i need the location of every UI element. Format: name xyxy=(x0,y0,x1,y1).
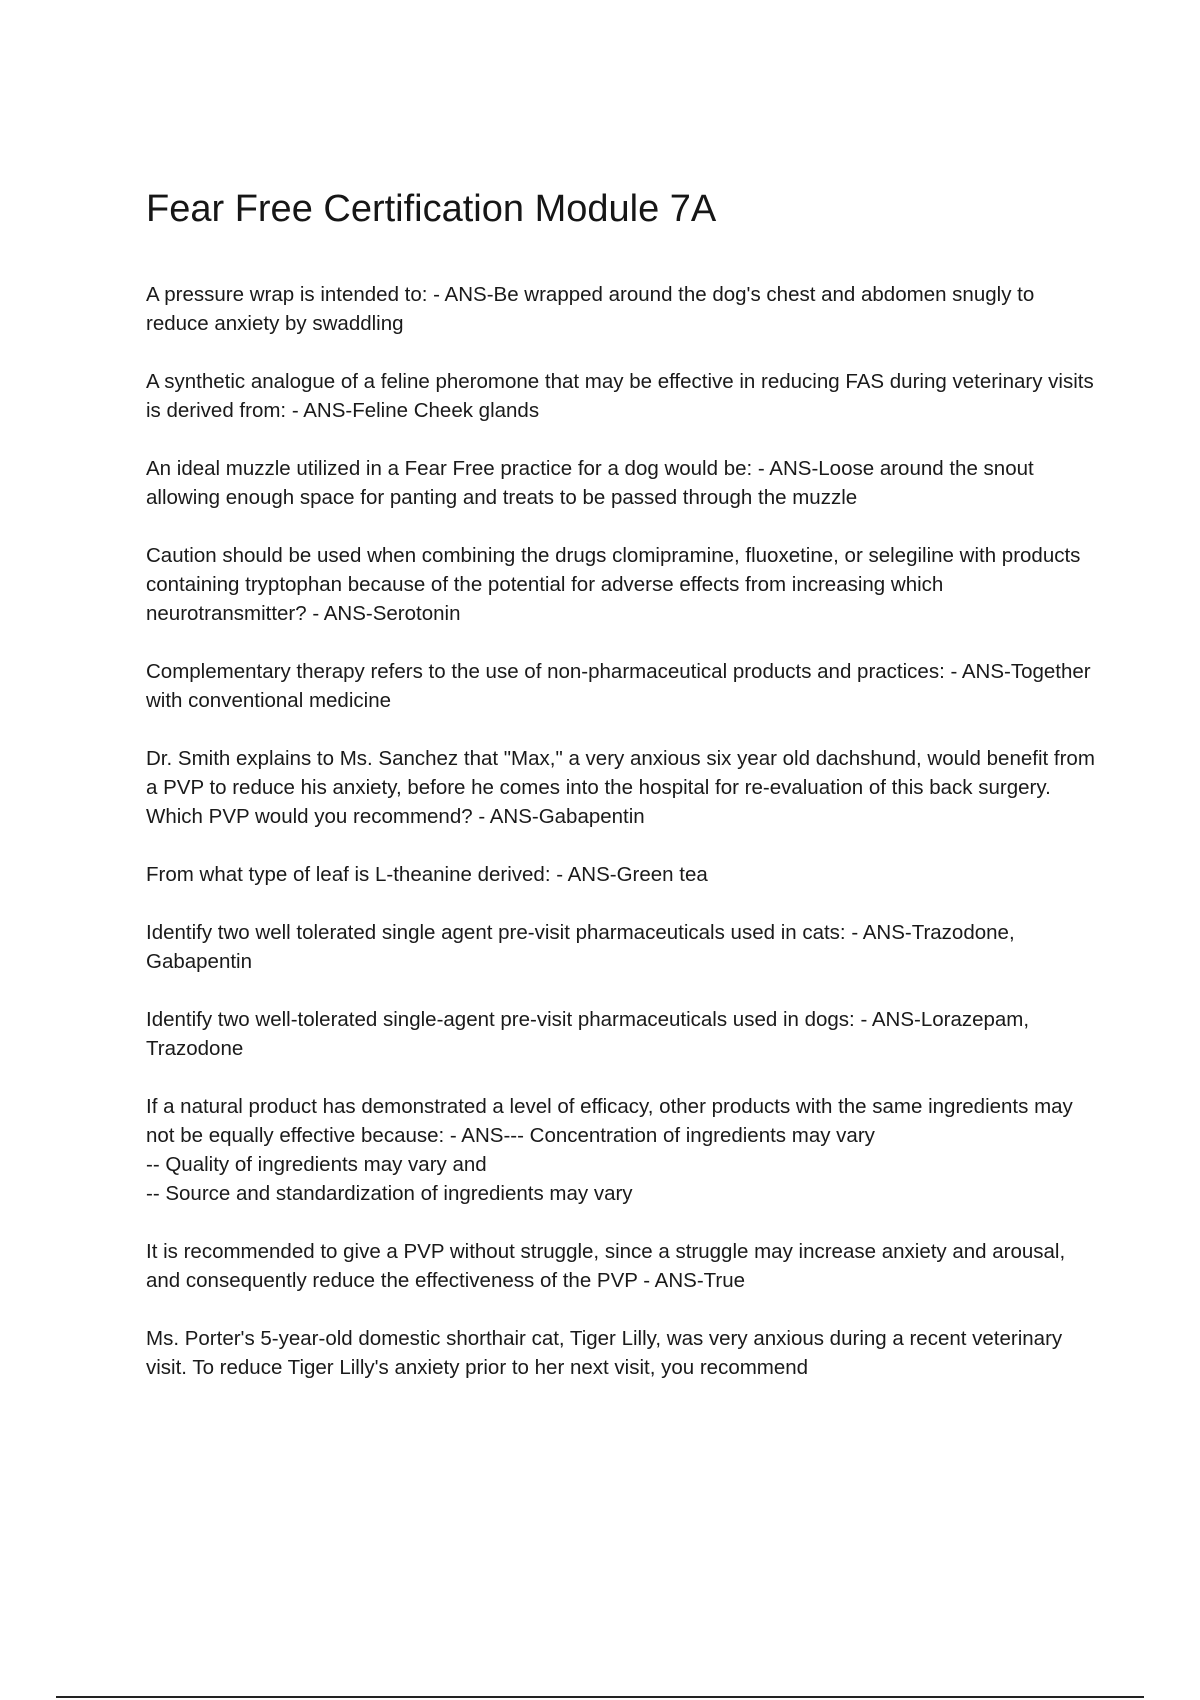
qa-item: Ms. Porter's 5-year-old domestic shorthair cat, Tiger Lilly, was very anxious during a recent veterinary visit. To reduce Tiger Lilly's anxiety prior to her next visit, you recommend xyxy=(146,1327,1063,1379)
qa-item: If a natural product has demonstrated a level of efficacy, other products with the same ingredients may not be equally effective because: - ANS--- Concentration of ingredients may vary -- Quality of ingredients may vary and -- Source and standardization of ingredients may vary xyxy=(146,1095,1073,1205)
document-page xyxy=(146,186,1096,1411)
qa-item: From what type of leaf is L-theanine derived: - ANS-Green tea xyxy=(146,863,708,886)
qa-item: Identify two well tolerated single agent pre-visit pharmaceuticals used in cats: - ANS-Trazodone, Gabapentin xyxy=(146,921,1015,973)
qa-item: A pressure wrap is intended to: - ANS-Be wrapped around the dog's chest and abdomen snugly to reduce anxiety by swaddling xyxy=(146,283,1035,335)
qa-item: A synthetic analogue of a feline pheromone that may be effective in reducing FAS during veterinary visits is derived from: - ANS-Feline Cheek glands xyxy=(146,370,1094,422)
qa-list xyxy=(146,280,1096,1382)
qa-item: Caution should be used when combining the drugs clomipramine, fluoxetine, or selegiline with products containing tryptophan because of the potential for adverse effects from increasing which neurotransmitter? - ANS-Serotonin xyxy=(146,544,1081,625)
qa-item: Complementary therapy refers to the use of non-pharmaceutical products and practices: - ANS-Together with conventional medicine xyxy=(146,660,1091,712)
qa-item: Dr. Smith explains to Ms. Sanchez that "Max," a very anxious six year old dachshund, would benefit from a PVP to reduce his anxiety, before he comes into the hospital for re-evaluation of this back surgery. Which PVP would you recommend? - ANS-Gabapentin xyxy=(146,747,1095,828)
page-bottom-divider xyxy=(56,1696,1144,1698)
qa-item: Identify two well-tolerated single-agent pre-visit pharmaceuticals used in dogs: - ANS-Lorazepam, Trazodone xyxy=(146,1008,1030,1060)
qa-item: An ideal muzzle utilized in a Fear Free practice for a dog would be: - ANS-Loose around the snout allowing enough space for panting and treats to be passed through the muzzle xyxy=(146,457,1034,509)
qa-item: It is recommended to give a PVP without struggle, since a struggle may increase anxiety and arousal, and consequently reduce the effectiveness of the PVP - ANS-True xyxy=(146,1240,1066,1292)
page-title: Fear Free Certification Module 7A xyxy=(146,188,717,230)
